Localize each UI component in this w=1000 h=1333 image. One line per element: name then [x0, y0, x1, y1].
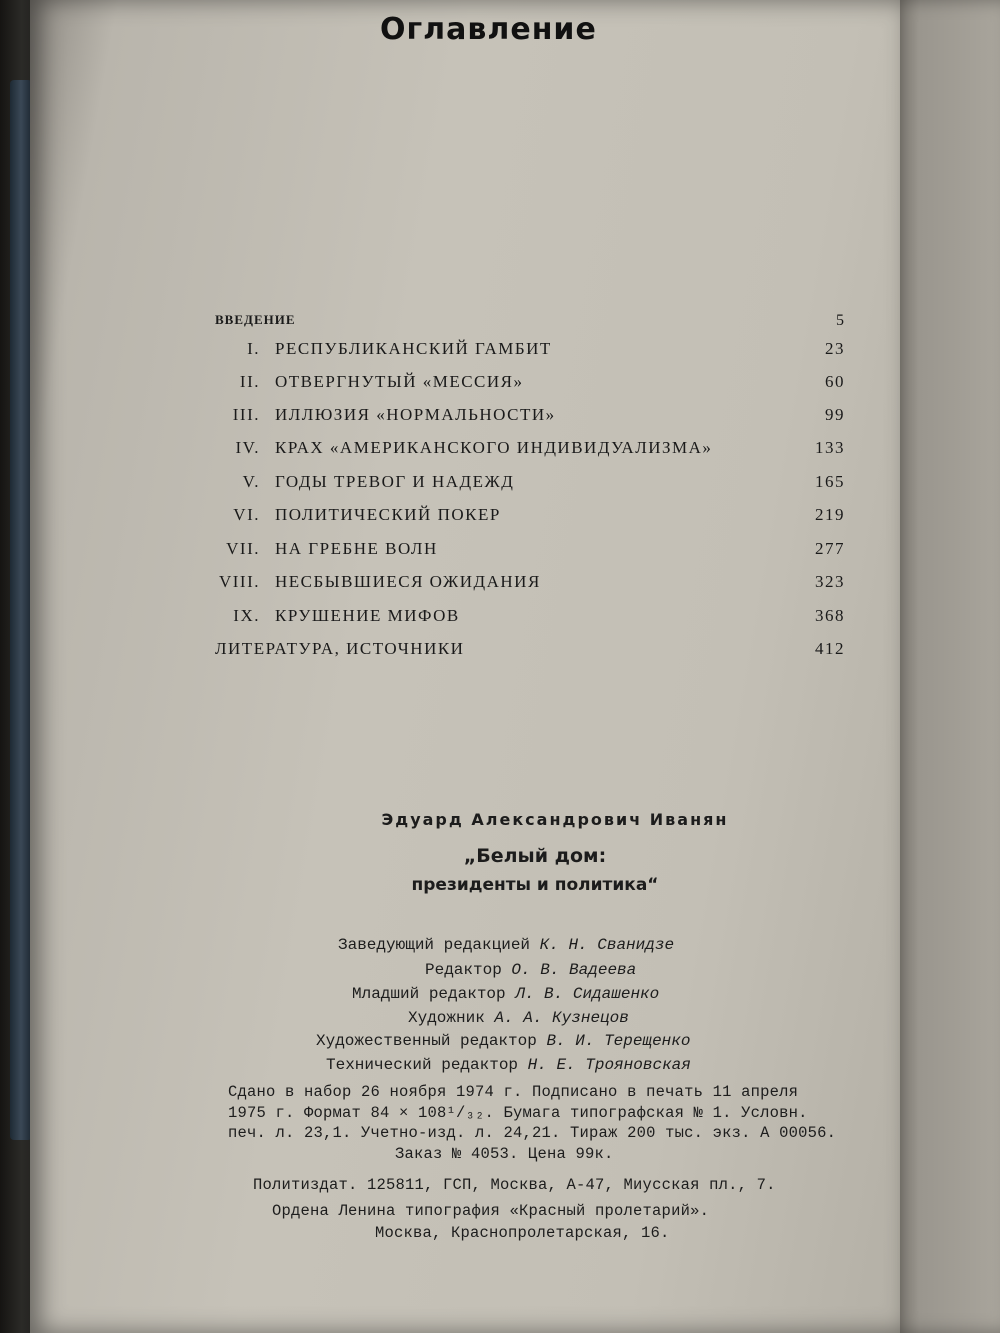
chapter-title: ИЛЛЮЗИЯ «НОРМАЛЬНОСТИ»: [275, 405, 556, 424]
print-details-line-1: Сдано в набор 26 ноября 1974 г. Подписано в печать 11 апреля: [228, 1083, 799, 1101]
chapter-page: 165: [815, 472, 845, 491]
staff-role: Заведующий редакцией: [338, 936, 531, 954]
chapter-number: V.: [242, 472, 260, 491]
literature-label: ЛИТЕРАТУРА, ИСТОЧНИКИ: [215, 639, 465, 658]
chapter-title: НА ГРЕБНЕ ВОЛН: [275, 539, 438, 558]
staff-line-5: [0, 1032, 1000, 1050]
toc-chapter-5: [0, 472, 1000, 502]
staff-person: В. И. Терещенко: [546, 1032, 691, 1050]
toc-chapter-4: [0, 438, 1000, 468]
chapter-number: IX.: [233, 606, 260, 625]
toc-chapter-2: [0, 372, 1000, 402]
toc-literature: [0, 639, 1000, 669]
toc-title: Оглавление: [380, 12, 597, 47]
printer-line-1: Ордена Ленина типография «Красный пролетарий».: [272, 1202, 710, 1220]
toc-chapter-6: [0, 505, 1000, 535]
printer-line-2: Москва, Краснопролетарская, 16.: [375, 1224, 670, 1242]
chapter-title: ГОДЫ ТРЕВОГ И НАДЕЖД: [275, 472, 515, 491]
toc-intro: [0, 312, 1000, 342]
staff-role: Младший редактор: [352, 985, 506, 1003]
chapter-page: 277: [815, 539, 845, 558]
toc-intro-label: ВВЕДЕНИЕ: [215, 312, 296, 327]
chapter-title: ОТВЕРГНУТЫЙ «МЕССИЯ»: [275, 372, 524, 391]
staff-role: Редактор: [425, 961, 502, 979]
toc-chapter-7: [0, 539, 1000, 569]
chapter-page: 368: [815, 606, 845, 625]
toc-chapter-9: [0, 606, 1000, 636]
staff-line-1: [0, 936, 1000, 954]
toc-chapter-3: [0, 405, 1000, 435]
chapter-number: VIII.: [218, 572, 260, 591]
chapter-number: IV.: [235, 438, 260, 457]
chapter-number: VI.: [233, 505, 260, 524]
book-title-line-1: „Белый дом:: [463, 845, 607, 867]
toc-chapter-1: [0, 339, 1000, 369]
chapter-number: II.: [239, 372, 260, 391]
staff-person: А. А. Кузнецов: [494, 1009, 629, 1027]
staff-line-4: [0, 1009, 1000, 1027]
chapter-number: I.: [247, 339, 260, 358]
staff-role: Художник: [408, 1009, 485, 1027]
staff-line-2: [0, 961, 1000, 979]
print-details-line-2: 1975 г. Формат 84 × 108¹/₃₂. Бумага типографская № 1. Условн.: [228, 1104, 808, 1122]
staff-role: Художественный редактор: [316, 1032, 537, 1050]
staff-line-6: [0, 1056, 1000, 1074]
print-details-line-3: печ. л. 23,1. Учетно-изд. л. 24,21. Тираж 200 тыс. экз. А 00056.: [228, 1124, 837, 1142]
chapter-number: VII.: [226, 539, 260, 558]
chapter-number: III.: [232, 405, 260, 424]
print-details-line-4: Заказ № 4053. Цена 99к.: [395, 1145, 614, 1163]
staff-line-3: [0, 985, 1000, 1003]
chapter-title: КРАХ «АМЕРИКАНСКОГО ИНДИВИДУАЛИЗМА»: [275, 438, 713, 457]
literature-page: 412: [815, 639, 845, 658]
chapter-page: 23: [825, 339, 845, 358]
author-name: Эдуард Александрович Иванян: [381, 810, 729, 829]
chapter-title: КРУШЕНИЕ МИФОВ: [275, 606, 460, 625]
toc-chapter-8: [0, 572, 1000, 602]
staff-person: О. В. Вадеева: [511, 961, 637, 979]
staff-person: Н. Е. Трояновская: [527, 1056, 691, 1074]
chapter-page: 99: [825, 405, 845, 424]
chapter-title: НЕСБЫВШИЕСЯ ОЖИДАНИЯ: [275, 572, 541, 591]
toc-intro-page: 5: [836, 312, 845, 329]
staff-role: Технический редактор: [326, 1056, 519, 1074]
book-title-line-2: президенты и политика“: [411, 875, 659, 895]
staff-person: Л. В. Сидашенко: [515, 985, 660, 1003]
staff-person: К. Н. Сванидзе: [539, 936, 675, 954]
chapter-title: ПОЛИТИЧЕСКИЙ ПОКЕР: [275, 505, 501, 524]
chapter-title: РЕСПУБЛИКАНСКИЙ ГАМБИТ: [275, 339, 552, 358]
chapter-page: 60: [825, 372, 845, 391]
chapter-page: 133: [815, 438, 845, 457]
chapter-page: 219: [815, 505, 845, 524]
chapter-page: 323: [815, 572, 845, 591]
publisher-line: Политиздат. 125811, ГСП, Москва, А-47, Миусская пл., 7.: [253, 1176, 776, 1194]
